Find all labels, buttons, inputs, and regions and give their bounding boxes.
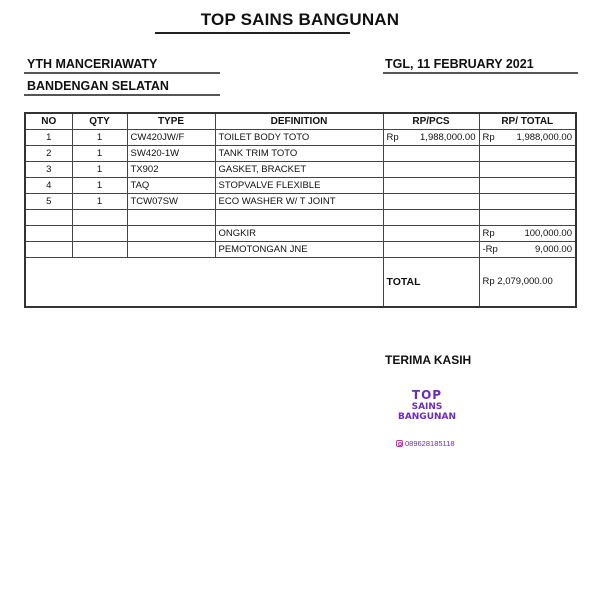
cell-rp-total: [479, 162, 576, 178]
recipient-name: YTH MANCERIAWATY: [27, 57, 158, 71]
col-header-qty: QTY: [72, 113, 127, 130]
cell-definition: [215, 210, 383, 226]
date-underline: [383, 72, 578, 74]
table-row: [25, 146, 576, 162]
cell-no: 5: [25, 194, 72, 210]
cell-type: TAQ: [127, 178, 215, 194]
cell-rp-pcs: [383, 194, 479, 210]
cell-no: 1: [25, 130, 72, 146]
table-row: [25, 194, 576, 210]
cell-rp-pcs: [383, 242, 479, 258]
table-row: [25, 242, 576, 258]
cell-rp-total: [479, 130, 576, 146]
table-row: [25, 162, 576, 178]
cell-qty: 1: [72, 146, 127, 162]
cell-qty: [72, 242, 127, 258]
logo-bangunan-text: BANGUNAN: [397, 412, 457, 422]
title-underline: [155, 32, 350, 34]
invoice-table: [24, 112, 577, 308]
cell-rp-total-amount: 100,000.00: [524, 227, 572, 239]
cell-rp-total: [479, 242, 576, 258]
cell-rp-total: [479, 194, 576, 210]
col-header-rp-total: RP/ TOTAL: [479, 113, 576, 130]
cell-rp-total-amount: 9,000.00: [535, 243, 572, 255]
cell-type: [127, 226, 215, 242]
cell-rp-pcs: [383, 178, 479, 194]
cell-qty: 1: [72, 194, 127, 210]
cell-type: TCW07SW: [127, 194, 215, 210]
cell-rp-total: [479, 210, 576, 226]
cell-rp-total-amount: 1,988,000.00: [516, 131, 572, 143]
cell-no: [25, 210, 72, 226]
cell-definition: ONGKIR: [215, 226, 383, 242]
cell-definition: TOILET BODY TOTO: [215, 130, 383, 146]
cell-no: [25, 226, 72, 242]
cell-rp-pcs-currency: Rp: [386, 131, 399, 143]
grand-total: Rp 2,079,000.00: [479, 258, 576, 308]
cell-definition: PEMOTONGAN JNE: [215, 242, 383, 258]
contact-info: [396, 439, 455, 448]
col-header-definition: DEFINITION: [215, 113, 383, 130]
col-header-type: TYPE: [127, 113, 215, 130]
cell-type: [127, 242, 215, 258]
col-header-no: NO: [25, 113, 72, 130]
cell-qty: [72, 226, 127, 242]
cell-no: 4: [25, 178, 72, 194]
recipient-address: BANDENGAN SELATAN: [27, 79, 169, 93]
cell-rp-pcs: [383, 210, 479, 226]
cell-no: 2: [25, 146, 72, 162]
total-row: [25, 258, 576, 308]
total-label: TOTAL: [383, 258, 479, 308]
cell-rp-total-currency: -Rp: [482, 243, 498, 255]
cell-definition: STOPVALVE FLEXIBLE: [215, 178, 383, 194]
invoice-title: TOP SAINS BANGUNAN: [200, 10, 400, 29]
table-header-row: [25, 113, 576, 130]
cell-qty: 1: [72, 130, 127, 146]
cell-qty: [72, 210, 127, 226]
cell-rp-pcs: [383, 130, 479, 146]
total-spacer-cell: [25, 258, 383, 308]
table-row: [25, 226, 576, 242]
cell-definition: ECO WASHER W/ T JOINT: [215, 194, 383, 210]
logo-sains-text: SAINS: [411, 402, 443, 412]
contact-number: 089628185118: [405, 439, 455, 448]
col-header-rp-pcs: RP/PCS: [383, 113, 479, 130]
cell-rp-pcs: [383, 162, 479, 178]
table-row: [25, 130, 576, 146]
cell-rp-total: [479, 146, 576, 162]
cell-rp-total-currency: Rp: [482, 227, 495, 239]
cell-type: SW420-1W: [127, 146, 215, 162]
cell-definition: GASKET, BRACKET: [215, 162, 383, 178]
table-row: [25, 210, 576, 226]
cell-definition: TANK TRIM TOTO: [215, 146, 383, 162]
cell-qty: 1: [72, 178, 127, 194]
table-row: [25, 178, 576, 194]
cell-type: TX902: [127, 162, 215, 178]
invoice-date: TGL, 11 FEBRUARY 2021: [385, 57, 534, 71]
cell-rp-pcs: [383, 226, 479, 242]
thank-you-text: TERIMA KASIH: [385, 353, 472, 367]
cell-qty: 1: [72, 162, 127, 178]
cell-rp-pcs-amount: 1,988,000.00: [420, 131, 476, 143]
recipient-address-underline: [24, 94, 220, 96]
cell-rp-total: [479, 178, 576, 194]
cell-rp-total: [479, 226, 576, 242]
cell-no: [25, 242, 72, 258]
instagram-icon: [396, 440, 403, 447]
cell-type: CW420JW/F: [127, 130, 215, 146]
cell-no: 3: [25, 162, 72, 178]
brand-logo: [392, 389, 462, 422]
logo-top-text: TOP: [411, 388, 443, 402]
recipient-name-underline: [24, 72, 220, 74]
cell-rp-total-currency: Rp: [482, 131, 495, 143]
cell-rp-pcs: [383, 146, 479, 162]
cell-type: [127, 210, 215, 226]
